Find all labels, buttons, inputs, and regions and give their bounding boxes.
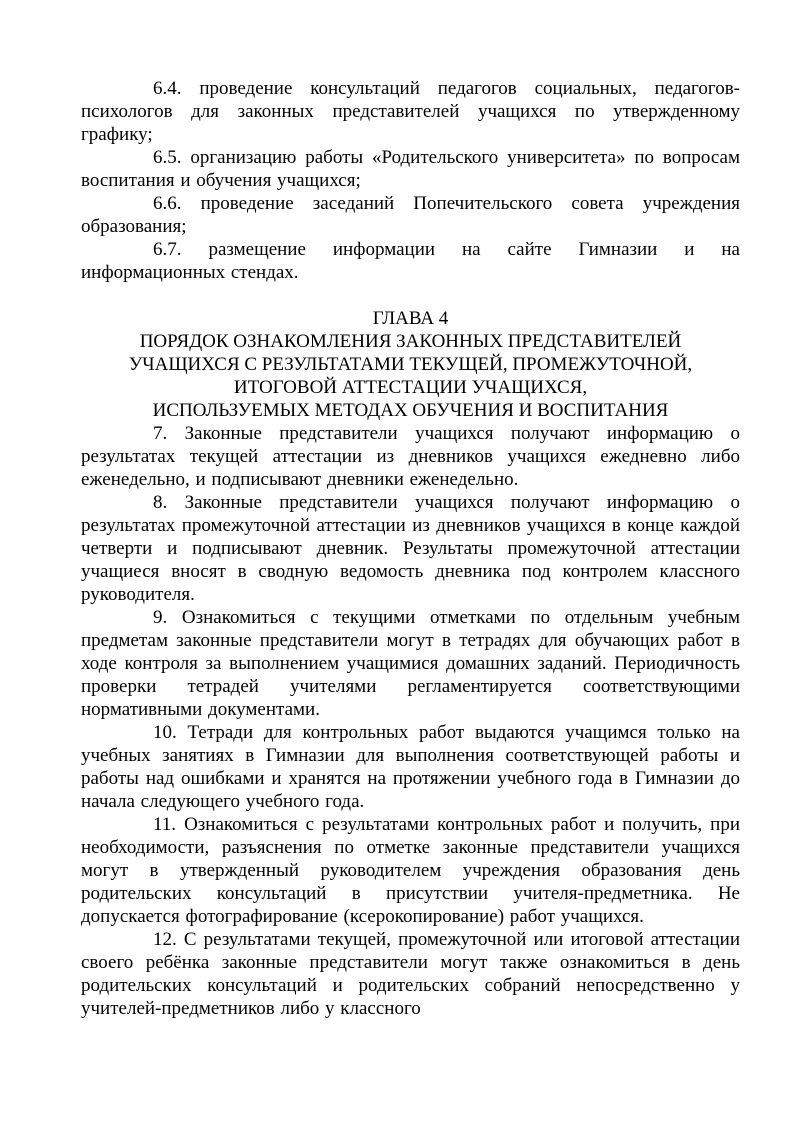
chapter-heading-line-5: ИСПОЛЬЗУЕМЫХ МЕТОДАХ ОБУЧЕНИЯ И ВОСПИТАНИЯ <box>152 400 669 421</box>
paragraph-6-7: 6.7. размещение информации на сайте Гимназии и на информационных стендах. <box>81 239 740 283</box>
paragraph-8: 8. Законные представители учащихся получают информацию о результатах промежуточной аттестации из дневников учащихся в конце каждой четверти и подписывают дневник. Результаты промежуточной аттестации учащиеся вносят в сводную ведомость дневника под контролем классного руководителя. <box>81 492 740 605</box>
paragraph-10: 10. Тетради для контрольных работ выдаются учащимся только на учебных занятиях в Гимназии для выполнения соответствующей работы и работы над ошибками и хранятся на протяжении учебного года в Гимназии до начала следующего учебного года. <box>81 722 740 812</box>
chapter-heading-line-4: ИТОГОВОЙ АТТЕСТАЦИИ УЧАЩИХСЯ, <box>233 377 588 398</box>
paragraph-9: 9. Ознакомиться с текущими отметками по отдельным учебным предметам законные представители могут в тетрадях для обучающих работ в ходе контроля за выполнением учащимися домашних заданий. Периодичность проверки тетрадей учителями регламентируется соответствующими нормативными документами. <box>81 607 740 720</box>
paragraph-6-5: 6.5. организацию работы «Родительского университета» по вопросам воспитания и обучения учащихся; <box>81 147 740 191</box>
chapter-heading-line-1: ГЛАВА 4 <box>372 308 449 329</box>
blank-line <box>81 284 740 307</box>
paragraph-7: 7. Законные представители учащихся получают информацию о результатах текущей аттестации из дневников учащихся ежедневно либо еженедельно, и подписывают дневники еженедельно. <box>81 423 740 490</box>
chapter-heading-line-2: ПОРЯДОК ОЗНАКОМЛЕНИЯ ЗАКОННЫХ ПРЕДСТАВИТЕЛЕЙ <box>139 331 682 352</box>
paragraph-12: 12. С результатами текущей, промежуточной или итоговой аттестации своего ребёнка законные представители могут также ознакомиться в день родительских консультаций и родительских собраний непосредственно у учителей-предметников либо у классного <box>81 929 740 1019</box>
chapter-heading-line-3: УЧАЩИХСЯ С РЕЗУЛЬТАТАМИ ТЕКУЩЕЙ, ПРОМЕЖУТОЧНОЙ, <box>128 354 693 375</box>
paragraph-6-6: 6.6. проведение заседаний Попечительского совета учреждения образования; <box>81 193 740 237</box>
chapter-heading <box>81 307 740 422</box>
paragraph-6-4: 6.4. проведение консультаций педагогов социальных, педагогов-психологов для законных представителей учащихся по утвержденному графику; <box>81 78 740 145</box>
paragraph-11: 11. Ознакомиться с результатами контрольных работ и получить, при необходимости, разъяснения по отметке законные представители учащихся могут в утвержденный руководителем учреждения образования день родительских консультаций в присутствии учителя-предметника. Не допускается фотографирование (ксерокопирование) работ учащихся. <box>81 814 740 927</box>
